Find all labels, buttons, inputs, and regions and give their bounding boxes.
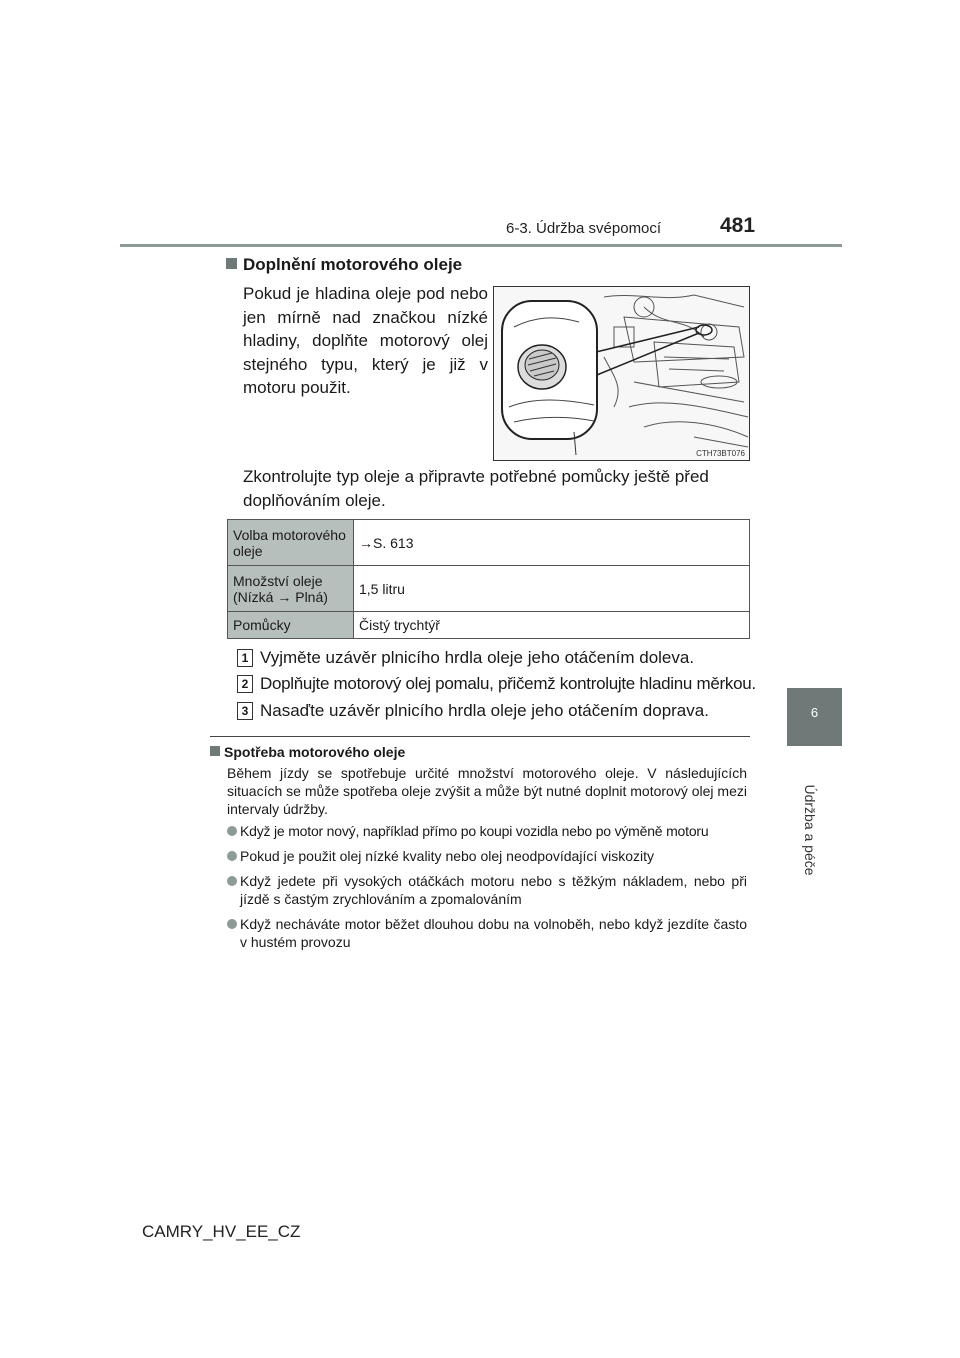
step-number: 2 [237,675,253,693]
table-cell-value: Čistý trychtýř [354,612,750,639]
intro-paragraph: Pokud je hladina oleje pod nebo jen mírně nad značkou nízké hladiny, doplňte motorový olej stejného typu, který je již v motoru použit. [243,284,488,397]
info-bullet-list [227,822,747,958]
bullet-dot-icon [227,919,237,929]
list-item [227,915,747,951]
table-row [228,566,750,612]
list-item [227,872,747,908]
header-divider [120,244,842,247]
bullet-dot-icon [227,826,237,836]
footer-code: CAMRY_HV_EE_CZ [142,1222,301,1241]
list-item-text: Když jedete při vysokých otáčkách motoru nebo s těžkým nákladem, nebo při jízdě s častým zrychlováním a zpomalováním [240,873,747,907]
preparation-note: Zkontrolujte typ oleje a připravte potřebné pomůcky ještě před doplňováním oleje. [243,467,709,510]
chapter-label [790,770,830,890]
table-row [228,612,750,639]
info-paragraph: Během jízdy se spotřebuje určité množství motorového oleje. V následujících situacích se může spotřeba oleje zvýšit a může být nutné doplnit motorový olej mezi intervaly údržby. [227,765,747,817]
square-bullet-icon [226,258,237,269]
table-cell-value: →S. 613 [354,520,750,566]
table-cell-value: 1,5 litru [354,566,750,612]
list-item-text: Když je motor nový, například přímo po koupi vozidla nebo po výměně motoru [240,823,709,839]
step-item [237,701,757,721]
chapter-tab: 6 [787,688,842,746]
table-cell-label: Volba motorového oleje [228,520,354,566]
table-cell-label: Pomůcky [228,612,354,639]
table-row [228,520,750,566]
step-item [237,674,757,694]
header-section-title: 6-3. Údržba svépomocí [506,220,662,237]
engine-oil-cap-figure [493,286,750,461]
section-title-text: Doplnění motorového oleje [243,255,463,274]
info-title [210,744,405,760]
step-item [237,648,757,668]
step-text: Vyjměte uzávěr plnicího hrdla oleje jeho otáčením doleva. [260,648,695,667]
engine-illustration [494,287,749,460]
square-bullet-icon [210,746,220,756]
table-cell-label: Množství oleje (Nízká → Plná) [228,566,354,612]
list-item [227,847,747,865]
chapter-label-text: Údržba a péče [802,784,818,876]
oil-info-table [227,519,750,639]
figure-code: CTH73BT076 [696,449,745,458]
step-text: Nasaďte uzávěr plnicího hrdla oleje jeho otáčením doprava. [260,701,709,720]
step-text: Doplňujte motorový olej pomalu, přičemž kontrolujte hladinu měrkou. [260,674,756,693]
step-number: 3 [237,702,253,720]
info-divider [210,736,750,737]
page-number: 481 [720,214,756,237]
bullet-dot-icon [227,876,237,886]
section-title [226,255,462,275]
list-item-text: Když necháváte motor běžet dlouhou dobu na volnoběh, nebo když jezdíte často v hustém provozu [240,916,747,950]
bullet-dot-icon [227,851,237,861]
step-number: 1 [237,649,253,667]
list-item [227,822,747,840]
info-title-text: Spotřeba motorového oleje [224,744,406,760]
list-item-text: Pokud je použit olej nízké kvality nebo olej neodpovídající viskozity [240,848,655,864]
